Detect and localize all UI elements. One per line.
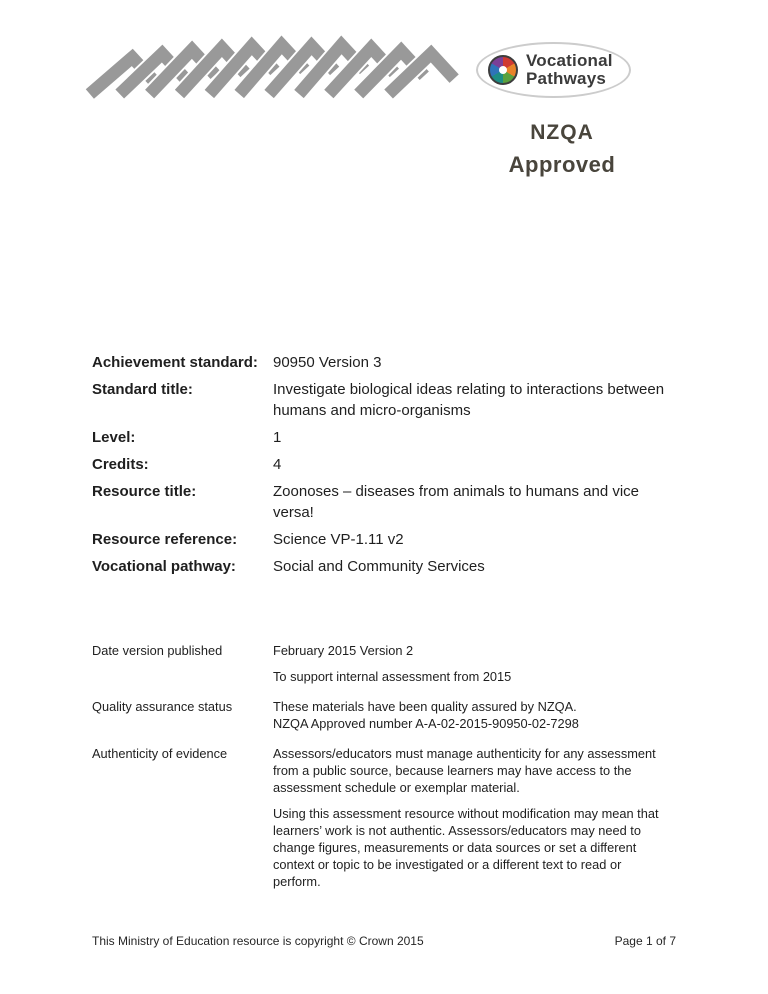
field-value: Zoonoses – diseases from animals to humans and vice versa! (273, 483, 640, 521)
meta-value (273, 745, 661, 890)
vocational-pathways-wordmark (526, 52, 613, 88)
meta-row-authenticity (92, 745, 676, 890)
meta-paragraph: February 2015 Version 2 (273, 643, 414, 658)
meta-paragraph: Using this assessment resource without modification may mean that learners’ work is not authentic. Assessors/educators may need to change figures, measurements or data sources or set a different context or topic to be investigated or a different text to read or perform. (273, 806, 659, 889)
meta-paragraph: Assessors/educators must manage authenticity for any assessment from a public source, because learners may have access to the assessment schedule or exemplar material. (273, 746, 656, 795)
field-label: Resource title: (92, 483, 197, 500)
field-label: Standard title: (92, 381, 193, 398)
vocational-pathways-logo (476, 42, 631, 98)
vp-name-line1: Vocational (526, 51, 613, 70)
field-value: 90950 Version 3 (273, 354, 382, 371)
meta-value (273, 642, 661, 685)
copyright-text: This Ministry of Education resource is copyright © Crown 2015 (92, 934, 424, 948)
standard-row-vocational-pathway (92, 556, 676, 577)
field-label: Vocational pathway: (92, 558, 236, 575)
vocational-pathways-flower-icon (488, 55, 518, 85)
meta-label: Date version published (92, 643, 223, 658)
field-value: Social and Community Services (273, 558, 485, 575)
field-label: Level: (92, 429, 136, 446)
page-footer (92, 934, 676, 948)
flower-icon-center (499, 66, 507, 74)
publication-meta-block (92, 642, 676, 903)
field-value: 1 (273, 429, 282, 446)
standard-row-level (92, 427, 676, 448)
stamp-line2: Approved (508, 152, 616, 177)
field-label: Credits: (92, 456, 149, 473)
meta-row-date-version (92, 642, 676, 685)
vp-name-line2: Pathways (526, 69, 607, 88)
standard-row-resource-title (92, 481, 676, 523)
meta-value (273, 698, 661, 732)
meta-line: These materials have been quality assured by NZQA. (273, 699, 577, 714)
standard-details-block (92, 352, 676, 583)
meta-label: Authenticity of evidence (92, 746, 228, 761)
standard-row-credits (92, 454, 676, 475)
stamp-line1: NZQA (530, 121, 594, 144)
meta-label: Quality assurance status (92, 699, 233, 714)
meta-paragraph: To support internal assessment from 2015 (273, 669, 512, 684)
chevrons-graphic (86, 36, 458, 100)
field-value: Investigate biological ideas relating to interactions between humans and micro-organisms (273, 381, 665, 419)
standard-row-standard-title (92, 379, 676, 421)
page-number: Page 1 of 7 (614, 934, 676, 948)
nzqa-approved-stamp (482, 118, 642, 182)
field-label: Resource reference: (92, 531, 238, 548)
meta-row-quality-assurance (92, 698, 676, 732)
standard-row-achievement-standard (92, 352, 676, 373)
meta-line: NZQA Approved number A-A-02-2015-90950-02-7298 (273, 716, 579, 731)
field-label: Achievement standard: (92, 354, 258, 371)
standard-row-resource-reference (92, 529, 676, 550)
field-value: Science VP-1.11 v2 (273, 531, 404, 548)
vocational-pathways-chevrons-logo (86, 36, 458, 100)
field-value: 4 (273, 456, 282, 473)
